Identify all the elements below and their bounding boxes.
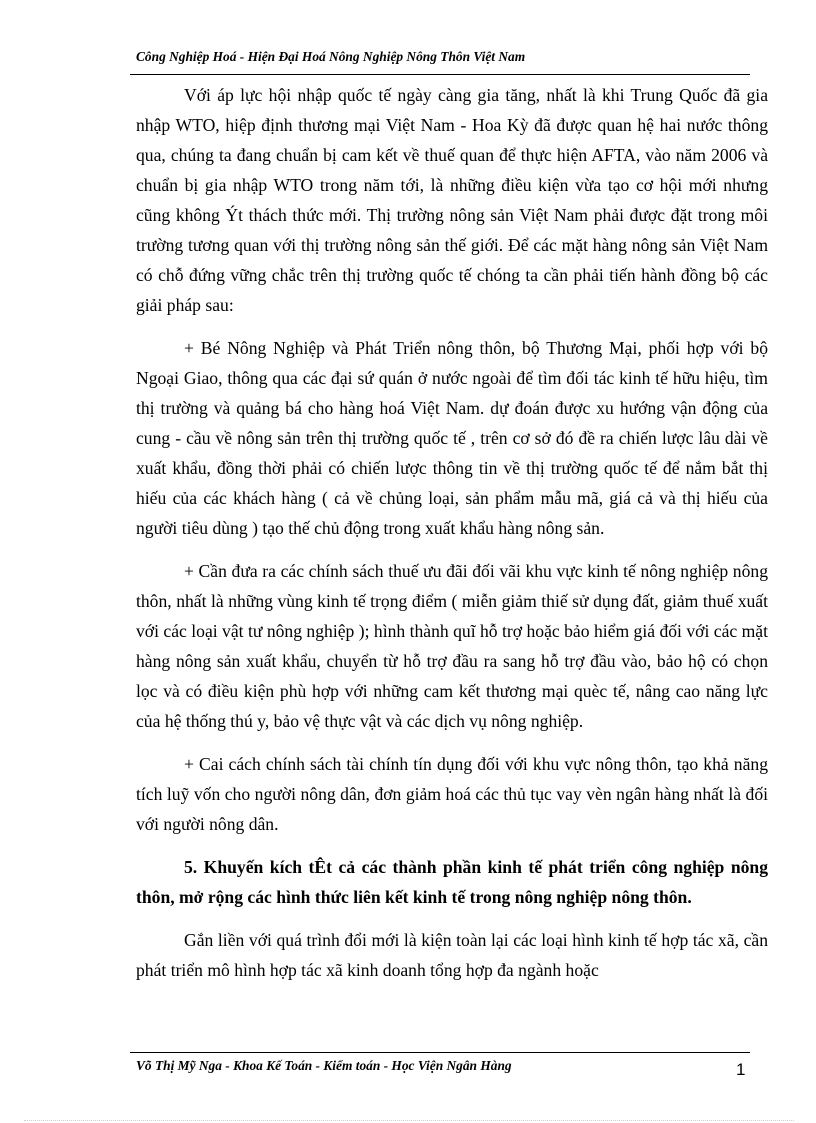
document-body <box>136 80 768 998</box>
paragraph-trade-promotion: + Bé Nông Nghiệp và Phát Triển nông thôn, bộ Thương Mại, phối hợp với bộ Ngoại Giao, thông qua các đại sứ quán ở nước ngoài để tìm đối tác kinh tế hữu hiệu, tìm thị trường và quảng bá cho hàng hoá Việt Nam. dự đoán được xu hướng vận động của cung - cầu về nông sản trên thị trường quốc tế , trên cơ sở đó đề ra chiến lược lâu dài về xuất khẩu, đồng thời phải có chiến lược thông tin về thị trường quốc tế để nắm bắt thị hiếu của các khách hàng ( cả về chủng loại, sản phẩm mẫu mã, giá cả và thị hiếu của người tiêu dùng ) tạo thế chủ động trong xuất khẩu hàng nông sản. <box>136 338 768 538</box>
running-header: Công Nghiệp Hoá - Hiện Đại Hoá Nông Nghiệp Nông Thôn Việt Nam <box>136 49 526 64</box>
paragraph-credit-reform: + Cai cách chính sách tài chính tín dụng đối với khu vực nông thôn, tạo khả năng tích luỹ vốn cho người nông dân, đơn giảm hoá các thủ tục vay vèn ngân hàng nhất là đối với người nông dân. <box>136 754 768 834</box>
section-heading: 5. Khuyến kích tÊt cả các thành phần kinh tế phát triển công nghiệp nông thôn, mở rộng các hình thức liên kết kinh tế trong nông nghiệp nông thôn. <box>136 857 768 907</box>
header-divider <box>130 74 750 75</box>
paragraph-tax-policy: + Cần đưa ra các chính sách thuế ưu đãi đối vãi khu vực kinh tế nông nghiệp nông thôn, nhất là những vùng kinh tế trọng điểm ( miễn giảm thiế sử dụng đất, giảm thuế xuất với các loại vật tư nông nghiệp ); hình thành quĩ hỗ trợ hoặc bảo hiểm giá đối với các mặt hàng nông sản xuất khẩu, chuyển từ hỗ trợ đầu ra sang hỗ trợ đầu vào, bảo hộ có chọn lọc và có điều kiện phù hợp với những cam kết thương mại quèc tế, nâng cao năng lực của hệ thống thú y, bảo vệ thực vật và các dịch vụ nông nghiệp. <box>136 561 768 731</box>
running-footer: Võ Thị Mỹ Nga - Khoa Kế Toán - Kiểm toán - Học Viện Ngân Hàng <box>136 1058 512 1073</box>
paragraph-intro: Với áp lực hội nhập quốc tế ngày càng gia tăng, nhất là khi Trung Quốc đã gia nhập WTO, hiệp định thương mại Việt Nam - Hoa Kỳ đã được quan hệ hai nước thông qua, chúng ta đang chuẩn bị cam kết về thuế quan để thực hiện AFTA, vào năm 2006 và chuẩn bị gia nhập WTO trong năm tới, là những điều kiện vừa tạo cơ hội mới nhưng cũng không Ýt thách thức mới. Thị trường nông sản Việt Nam phải được đặt trong môi trường tương quan với thị trường nông sản thế giới. Để các mặt hàng nông sản Việt Nam có chỗ đứng vững chắc trên thị trường quốc tế chóng ta cần phải tiến hành đồng bộ các giải pháp sau: <box>136 85 768 315</box>
page-number: 1 <box>736 1060 746 1079</box>
paragraph-cooperatives: Gắn liền với quá trình đổi mới là kiện toàn lại các loại hình kinh tế hợp tác xã, cần phát triển mô hình hợp tác xã kinh doanh tổng hợp đa ngành hoặc <box>136 930 768 980</box>
page-bottom-rule <box>24 1120 794 1121</box>
footer-divider <box>130 1052 750 1053</box>
